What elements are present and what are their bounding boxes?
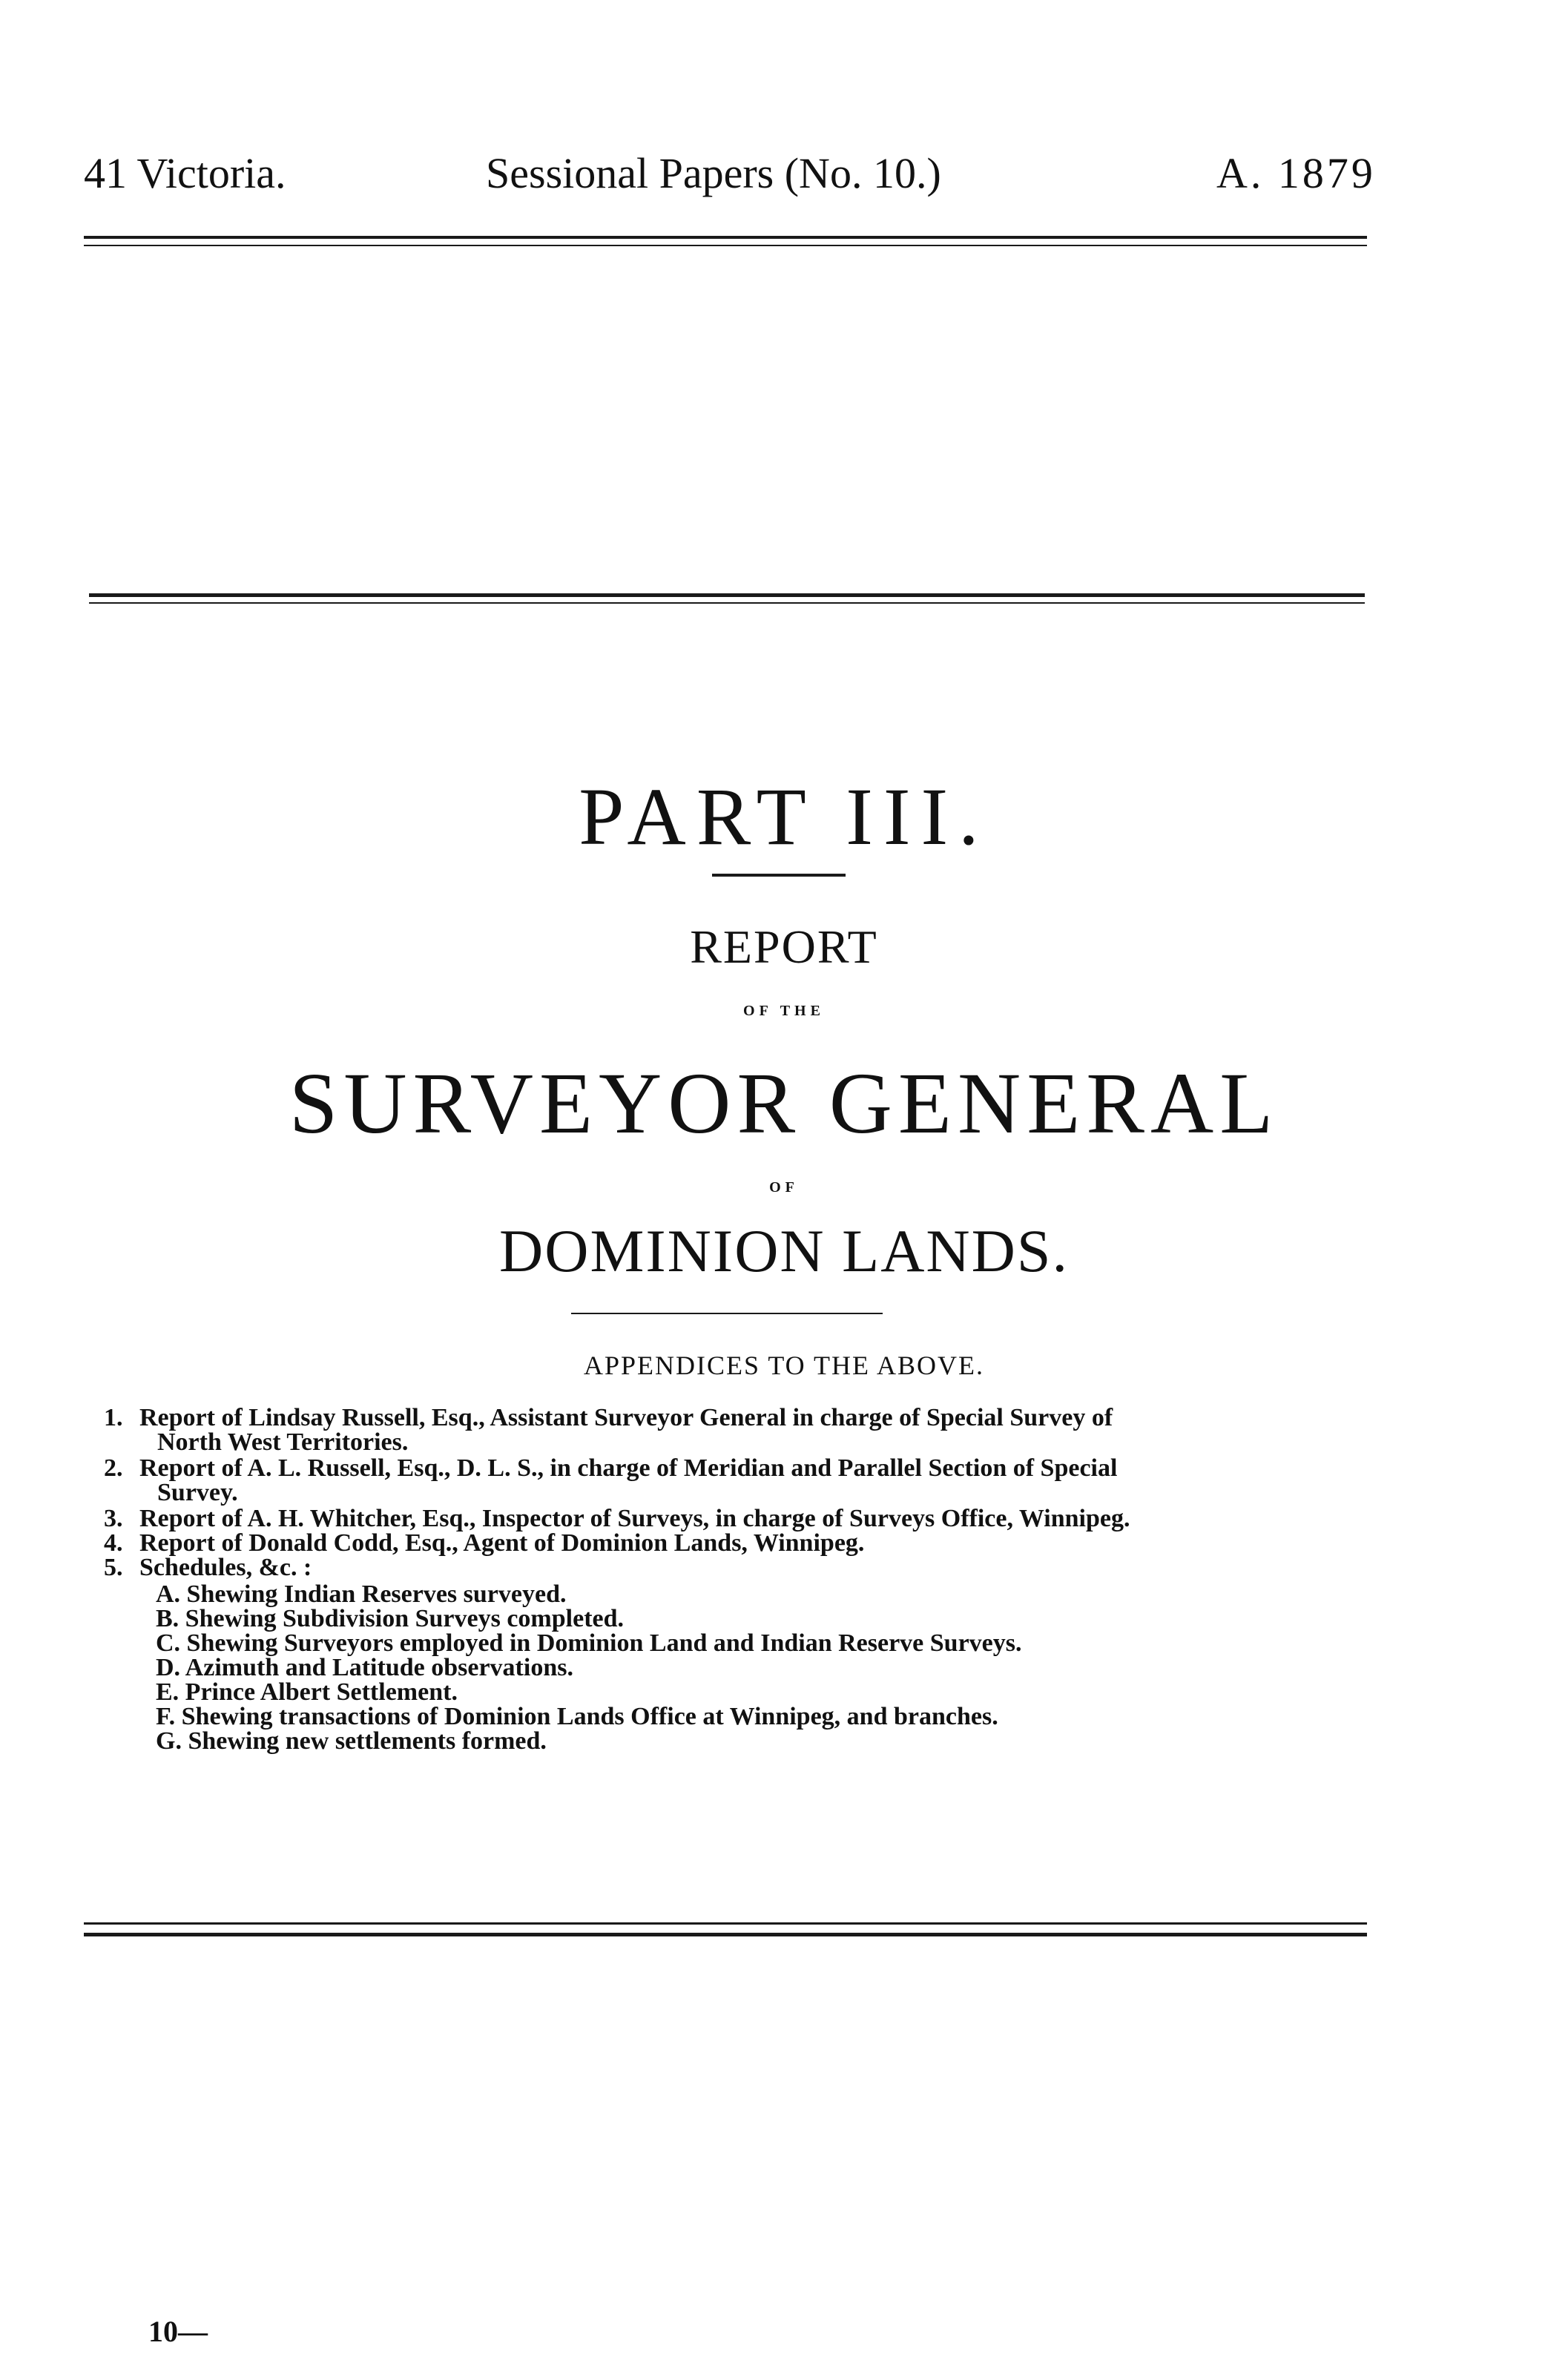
surveyor-general-heading: SURVEYOR GENERAL bbox=[289, 1055, 1279, 1152]
of-the-label: OF THE bbox=[743, 1003, 825, 1019]
schedule-item-c: C. Shewing Surveyors employed in Dominion Land and Indian Reserve Surveys. bbox=[156, 1629, 1022, 1657]
header-rule-bottom bbox=[84, 245, 1367, 246]
schedule-item-b: B. Shewing Subdivision Surveys completed. bbox=[156, 1605, 625, 1632]
item-text: Report of Lindsay Russell, Esq., Assistant Surveyor General in charge of Special Survey of bbox=[139, 1404, 1113, 1431]
report-heading: REPORT bbox=[690, 920, 878, 973]
dominion-lands-heading: DOMINION LANDS. bbox=[499, 1217, 1069, 1285]
schedule-item-a: A. Shewing Indian Reserves surveyed. bbox=[156, 1580, 567, 1608]
of-label: OF bbox=[769, 1179, 799, 1196]
dominion-divider bbox=[571, 1313, 883, 1314]
footer-rule-top bbox=[84, 1922, 1367, 1925]
schedule-item-d: D. Azimuth and Latitude observations. bbox=[156, 1654, 573, 1681]
item-number: 1. bbox=[104, 1404, 123, 1431]
item-text: Schedules, &c. : bbox=[139, 1554, 312, 1581]
header-rule-top bbox=[84, 236, 1367, 239]
footer-rule-bottom bbox=[84, 1933, 1367, 1936]
item-text: Report of Donald Codd, Esq., Agent of Dominion Lands, Winnipeg. bbox=[139, 1529, 865, 1557]
item-text-continued: Survey. bbox=[157, 1479, 238, 1506]
item-text-continued: North West Territories. bbox=[157, 1428, 409, 1456]
item-number: 4. bbox=[104, 1529, 123, 1557]
item-number: 3. bbox=[104, 1505, 123, 1532]
item-text: Report of A. H. Whitcher, Esq., Inspector of Surveys, in charge of Surveys Office, Winnipeg. bbox=[139, 1505, 1130, 1532]
appendices-heading: APPENDICES TO THE ABOVE. bbox=[583, 1351, 985, 1380]
title-divider bbox=[712, 874, 846, 877]
item-text: Report of A. L. Russell, Esq., D. L. S., in charge of Meridian and Parallel Section of Special bbox=[139, 1454, 1118, 1482]
item-number: 5. bbox=[104, 1554, 123, 1581]
separator-rule-thin bbox=[89, 602, 1365, 604]
separator-rule bbox=[89, 593, 1365, 597]
header-left: 41 Victoria. bbox=[84, 149, 286, 197]
page-signature: 10— bbox=[148, 2315, 208, 2348]
part-title: PART III. bbox=[579, 771, 989, 862]
schedule-item-e: E. Prince Albert Settlement. bbox=[156, 1678, 458, 1706]
schedule-item-f: F. Shewing transactions of Dominion Lands Office at Winnipeg, and branches. bbox=[156, 1703, 998, 1730]
item-number: 2. bbox=[104, 1454, 123, 1482]
header-right: A. 1879 bbox=[1216, 149, 1376, 197]
header-center: Sessional Papers (No. 10.) bbox=[486, 149, 941, 197]
schedule-item-g: G. Shewing new settlements formed. bbox=[156, 1727, 547, 1755]
